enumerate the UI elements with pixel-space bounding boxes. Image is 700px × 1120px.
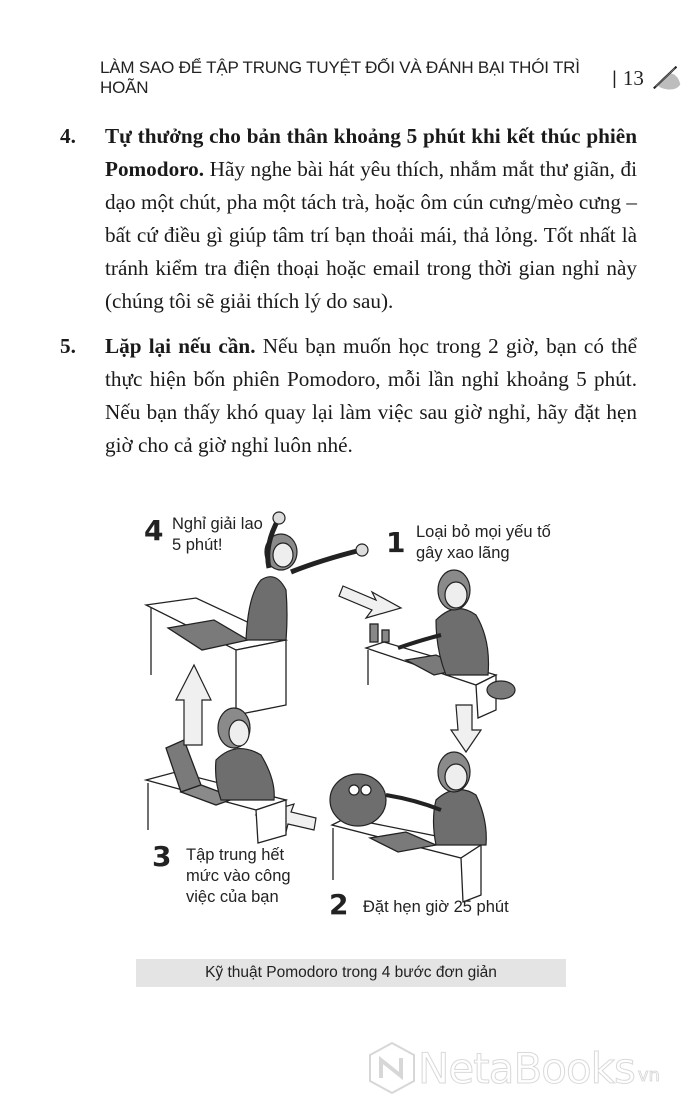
- pomodoro-illustration: [136, 500, 566, 930]
- step-4-line-1: Nghỉ giải lao: [172, 515, 263, 533]
- step-3-number: 3: [152, 840, 172, 873]
- step-1-line-2: gây xao lãng: [416, 544, 510, 562]
- step-2-number: 2: [329, 888, 349, 921]
- person-working: [216, 708, 275, 800]
- watermark-brand: NetaBooks: [418, 1043, 635, 1093]
- step-4-line-2: 5 phút!: [172, 536, 223, 554]
- step-3-label: [186, 845, 291, 908]
- body-text: [60, 120, 637, 474]
- page-header: [100, 58, 682, 98]
- item-number: 5.: [60, 334, 76, 358]
- step-3-line-2: mức vào công: [186, 867, 291, 885]
- item-body: Hãy nghe bài hát yêu thích, nhắm mắt thư giãn, đi dạo một chút, pha một tách trà, hoặc ôm cún cưng/mèo cưng – bất cứ điều gì giúp tâm trí bạn thoải mái, thả lỏng. Tốt nhất là tránh kiểm tra điện thoại hoặc email trong thời gian nghỉ này (chúng tôi sẽ giải thích lý do sau).: [105, 157, 637, 313]
- item-number: 4.: [60, 124, 76, 148]
- list-item-4: [60, 120, 637, 318]
- tomato-timer: [330, 774, 386, 826]
- step-2-line-1: Đặt hẹn giờ 25 phút: [363, 898, 509, 916]
- item-lead: Tự thưởng cho bản thân khoảng 5 phút khi kết thúc phiên Pomodoro.: [105, 124, 637, 181]
- page-number: 13: [622, 65, 644, 90]
- arrow-2-icon: [451, 705, 481, 752]
- item-text: [105, 330, 637, 462]
- arrow-1-icon: [339, 586, 401, 618]
- step-1-label: [416, 522, 551, 564]
- step-2-label: [363, 897, 509, 918]
- step-1-line-1: Loại bỏ mọi yếu tố: [416, 523, 551, 541]
- step-3-line-1: Tập trung hết: [186, 846, 285, 864]
- step-1-number: 1: [386, 526, 406, 559]
- netabooks-watermark: [366, 1040, 660, 1096]
- person-removing-distractions: [398, 570, 515, 699]
- list-item-5: [60, 330, 637, 462]
- step-3-line-3: việc của bạn: [186, 888, 279, 906]
- arrow-4-icon: [176, 665, 211, 745]
- item-body: Nếu bạn muốn học trong 2 giờ, bạn có thể thực hiện bốn phiên Pomodoro, mỗi lần nghỉ khoảng 5 phút. Nếu bạn thấy khó quay lại làm việc sau giờ nghỉ, hãy đặt hẹn giờ cho cả giờ nghỉ luôn nhé.: [105, 334, 637, 457]
- step-4-number: 4: [144, 514, 164, 547]
- netabooks-logo-icon: [366, 1040, 418, 1096]
- figure-caption: Kỹ thuật Pomodoro trong 4 bước đơn giản: [136, 959, 566, 987]
- header-separator: |: [612, 67, 617, 88]
- item-text: [105, 120, 637, 318]
- person-stretching: [246, 512, 368, 640]
- pen-hand-icon: [650, 63, 682, 93]
- item-lead: Lặp lại nếu cần.: [105, 334, 256, 358]
- running-title: LÀM SAO ĐỂ TẬP TRUNG TUYỆT ĐỐI VÀ ĐÁNH BẠI THÓI TRÌ HOÃN: [100, 58, 580, 97]
- watermark-suffix: vn: [637, 1064, 660, 1086]
- step-4-label: [172, 514, 263, 556]
